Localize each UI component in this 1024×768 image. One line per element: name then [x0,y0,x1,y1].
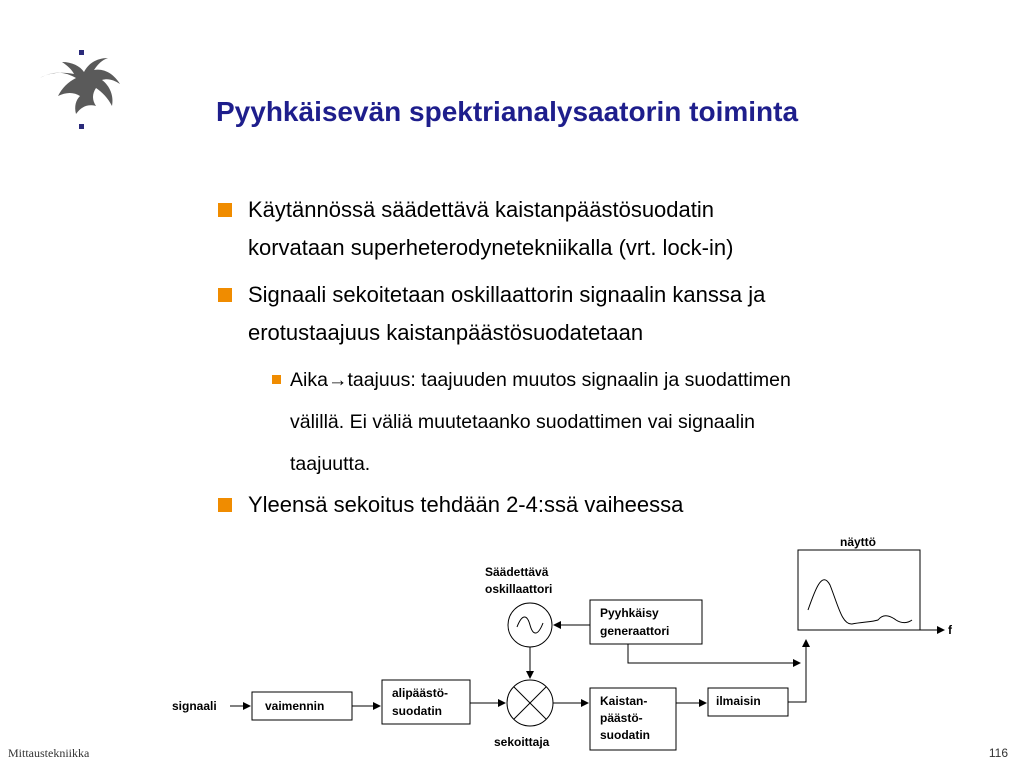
sub-bullet-line: välillä. Ei väliä muutetaanko suodattimen vai signaalin [290,411,756,433]
bullet-line: Signaali sekoitetaan oskillaattorin signaalin kanssa ja [248,282,766,307]
mixer-label: sekoittaja [494,735,550,749]
bullet-line: Yleensä sekoitus tehdään 2-4:ssä vaiheessa [248,492,684,517]
footer-page-number: 116 [988,746,1008,760]
arrow-icon: → [327,369,348,391]
sweep-generator-line1: Pyyhkäisy [600,606,659,620]
bandpass-label-line1: Kaistan- [600,694,648,708]
display-label: näyttö [840,535,876,549]
sub-bullet-post: taajuus: taajuuden muutos signaalin ja suodattimen [347,369,791,391]
block-diagram [160,530,960,760]
bandpass-label-line3: suodatin [600,728,650,742]
bullet-line: Käytännössä säädettävä kaistanpäästösuodatin [248,197,714,222]
lowpass-label-line2: suodatin [392,704,442,718]
input-signal-label: signaali [172,699,217,713]
oscillator-label-line1: Säädettävä [485,565,549,579]
sub-bullet-line: taajuutta. [290,453,371,475]
frequency-axis-label: f [948,623,952,637]
sub-bullet-item [272,359,791,485]
bullet-item [218,191,733,267]
slide-title: Pyyhkäisevän spektrianalysaatorin toiminta [216,96,799,127]
attenuator-label: vaimennin [265,699,325,713]
sub-bullet-line [290,359,791,401]
footer-course: Mittaustekniikka [8,746,90,760]
detector-label: ilmaisin [716,694,761,708]
bullet-item [218,276,765,352]
bandpass-label-line2: päästö- [600,711,643,725]
sub-bullet-pre: Aika [290,369,328,391]
sweep-generator-line2: generaattori [600,624,670,638]
bullet-square-icon [218,288,232,302]
bullet-square-icon [218,498,232,512]
sub-bullet-square-icon [272,375,281,384]
bullet-item [218,486,683,524]
display-screen [798,550,920,630]
bullet-square-icon [218,203,232,217]
bullet-line: erotustaajuus kaistanpäästösuodatetaan [248,320,644,345]
lowpass-label-line1: alipäästö- [392,686,449,700]
bullet-line: korvataan superheterodynetekniikalla (vrt. lock-in) [248,235,734,260]
university-logo [36,48,126,136]
oscillator-label-line2: oskillaattori [485,582,553,596]
